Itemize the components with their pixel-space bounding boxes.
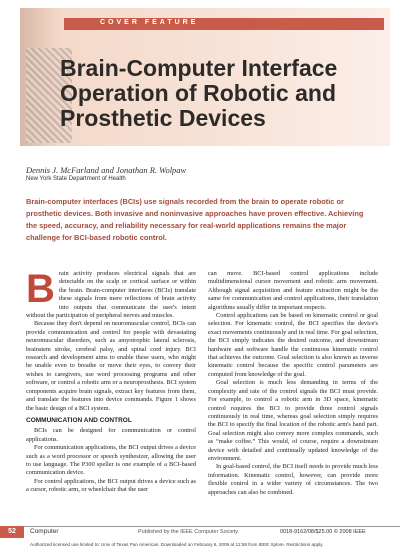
section-heading: COMMUNICATION AND CONTROL [26,416,132,424]
paragraph: For control applications, the BCI output drives a device such as a cursor, robotic arm, or wheelchair that the user [26,477,196,494]
drop-cap: B [26,267,55,311]
license-notice: Authorized licensed use limited to: Univ of Texas Pan American. Downloaded on February 6, 2009 at 12:58 from IEEE Xplore. Restrictions apply. [30,542,324,547]
paragraph [26,267,196,320]
paragraph: For communication applications, the BCI output drives a device such as a word processor or speech synthesizer, allowing the user to use language. The P300 speller is one example of a BCI-based communication device. [26,444,196,477]
title-line: Operation of Robotic and [60,80,336,106]
article-title [60,56,380,131]
paragraph: Control applications can be based on kinematic control or goal selection. For kinematic control, the BCI specifies the device's exact movements continuously and in real time. For goal selection, the BCI simply indicates the desired outcome, and downstream hardware and software handle the continuous kinematic control that achieves the outcome. Goal selection is also known as inverse kinematic control because the specific control parameters are computed from knowledge of the goal. [208,312,378,378]
publisher-line: Published by the IEEE Computer Society [138,529,238,535]
issn-line: 0018-9162/08/$25.00 © 2008 IEEE [280,529,366,535]
cover-feature-label: COVER FEATURE [100,19,199,26]
page-number: 52 [0,526,24,538]
paragraph: BCIs can be designed for communication or control applications. [26,427,196,443]
footer-rule [0,526,400,527]
paragraph: In goal-based control, the BCI itself needs to provide much less information. Kinematic control, however, can provide more flexible control in a wider variety of circumstances. The two approaches can also be combined. [208,463,378,496]
affiliation: New York State Department of Health [26,176,126,182]
header-banner [20,8,390,146]
paragraph: can move. BCI-based control applications include multidimensional cursor movement and robotic arm movement. Although signal acquisition and feature extraction might be the same for communication and control applications, their translation algorithms usually differ in important respects. [208,270,378,311]
title-line: Brain-Computer Interface [60,55,338,81]
paragraph-text: rain activity produces electrical signals that are detectable on the scalp or cortical surface or within the brain. Brain-computer interfaces (BCIs) translate these signals from mere reflections of brain activity into outputs that communicate the user's intent without the participation of peripheral nerves and muscles. [26,270,196,320]
journal-name: Computer [30,528,59,535]
abstract: Brain-computer interfaces (BCIs) use signals recorded from the brain to operate robotic or prosthetic devices. Both invasive and noninvasive approaches have proven effective. Achieving the speed, accuracy, and reliability necessary for real-world applications remains the major challenge for BCI-based robotic control. [26,197,364,242]
authors: Dennis J. McFarland and Jonathan R. Wolpaw [26,165,187,175]
paragraph: Because they don't depend on neuromuscular control, BCIs can provide communication and control for people with devastating neuromuscular disorders, such as amyotrophic lateral sclerosis, brainstem stroke, cerebral palsy, and spinal cord injury. BCI research and development aims to enable these users, who might be unable even to breathe or move their eyes, to convey their wishes to caregivers, use word processing programs and other software, or control a robotic arm or a neuroprosthesis. BCI system components acquire brain signals, extract key features from them, and translate the features into device commands. Figure 1 shows the basic design of a BCI system. [26,320,196,412]
left-column [26,267,196,495]
right-column [208,270,378,497]
paragraph: Goal selection is much less demanding in terms of the complexity and rate of the control signals the BCI must provide. For example, to control a robotic arm in 3D space, kinematic control requires the BCI to provide three control signals continuously in real time, whereas goal selection simply requires the BCI to specify the final location of the robotic arm's hand part. Goal selection might also convey more complex commands, such as “make coffee.” This would, of course, require a downstream device with detailed and continually updated knowledge of the environment. [208,379,378,462]
title-line: Prosthetic Devices [60,105,266,131]
